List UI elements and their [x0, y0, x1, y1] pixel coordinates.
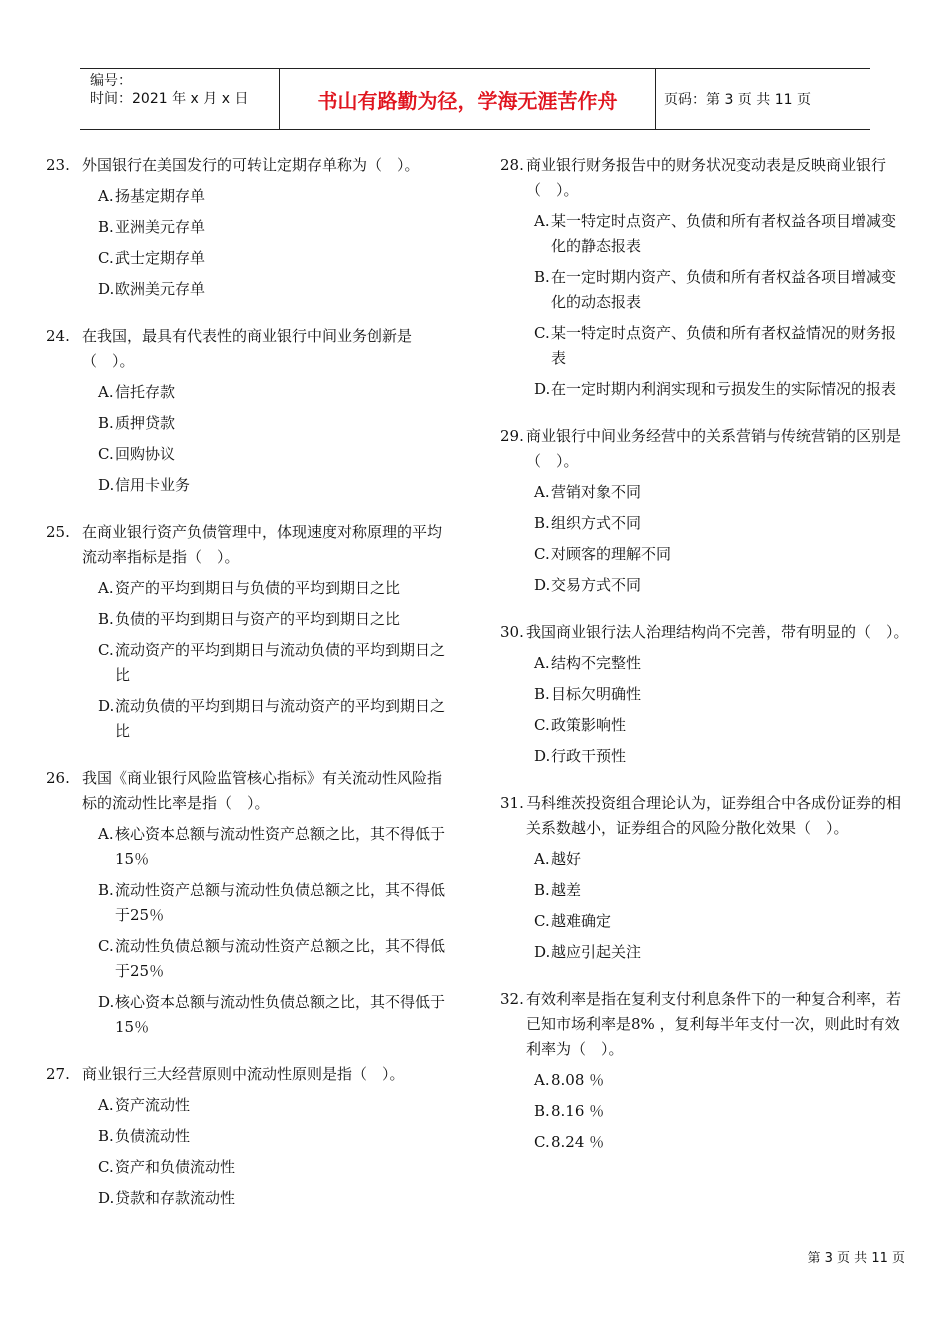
option-item [98, 473, 456, 498]
option-text: 回购协议 [115, 445, 176, 463]
option-letter: C. [98, 1158, 114, 1176]
option-text: 行政干预性 [551, 747, 627, 765]
header-meta [80, 69, 280, 129]
question-text: 我国《商业银行风险监管核心指标》有关流动性风险指标的流动性比率是指（ ）。 [82, 769, 443, 812]
option-item [534, 1068, 910, 1093]
option-letter: B. [534, 881, 550, 899]
option-list [98, 822, 456, 1040]
question-number: 28. [500, 156, 524, 174]
question-31 [500, 791, 910, 965]
option-text: 负债的平均到期日与资产的平均到期日之比 [115, 610, 401, 628]
option-item [534, 480, 910, 505]
option-letter: B. [98, 1127, 114, 1145]
question-number: 27. [46, 1065, 70, 1083]
question-30 [500, 620, 910, 769]
option-item [98, 822, 456, 872]
question-text: 在我国，最具有代表性的商业银行中间业务创新是（ ）。 [82, 327, 413, 370]
option-letter: C. [534, 912, 550, 930]
question-number: 32. [500, 990, 524, 1008]
question-number: 23. [46, 156, 70, 174]
option-text: 信托存款 [115, 383, 176, 401]
page-header [80, 68, 870, 130]
option-text: 越差 [551, 881, 582, 899]
question-stem [500, 987, 910, 1062]
option-letter: D. [534, 943, 551, 961]
question-text: 在商业银行资产负债管理中，体现速度对称原理的平均流动率指标是指（ ）。 [82, 523, 443, 566]
option-letter: D. [98, 993, 115, 1011]
option-text: 核心资本总额与流动性资产总额之比，其不得低于15％ [115, 825, 446, 868]
question-text: 商业银行三大经营原则中流动性原则是指（ ）。 [82, 1065, 405, 1083]
option-letter: B. [98, 610, 114, 628]
option-letter: C. [534, 716, 550, 734]
option-text: 越难确定 [551, 912, 612, 930]
option-item [534, 713, 910, 738]
option-text: 质押贷款 [115, 414, 176, 432]
option-item [534, 321, 910, 371]
question-text: 有效利率是指在复利支付利息条件下的一种复合利率，若已知市场利率是8% ，复利每半年支付一次，则此时有效利率为（ ）。 [526, 990, 902, 1058]
option-text: 某一特定时点资产、负债和所有者权益各项目增减变化的静态报表 [551, 212, 897, 255]
option-letter: C. [98, 249, 114, 267]
question-stem [46, 766, 456, 816]
option-text: 资产和负债流动性 [115, 1158, 236, 1176]
option-letter: C. [98, 445, 114, 463]
option-letter: A. [98, 1096, 114, 1114]
question-27 [46, 1062, 456, 1211]
option-letter: A. [534, 850, 550, 868]
option-letter: B. [534, 685, 550, 703]
option-letter: D. [98, 476, 115, 494]
option-item [98, 184, 456, 209]
option-text: 越应引起关注 [551, 943, 642, 961]
option-text: 某一特定时点资产、负债和所有者权益情况的财务报表 [551, 324, 897, 367]
question-number: 24. [46, 327, 70, 345]
option-letter: D. [534, 747, 551, 765]
option-list [98, 576, 456, 744]
option-item [534, 511, 910, 536]
left-column [46, 153, 456, 1233]
option-text: 对顾客的理解不同 [551, 545, 672, 563]
option-item [98, 442, 456, 467]
option-letter: C. [534, 324, 550, 342]
question-stem [500, 424, 910, 474]
option-text: 贷款和存款流动性 [115, 1189, 236, 1207]
option-item [534, 377, 910, 402]
option-letter: B. [534, 268, 550, 286]
question-23 [46, 153, 456, 302]
option-item [534, 878, 910, 903]
option-text: 核心资本总额与流动性负债总额之比，其不得低于15％ [115, 993, 446, 1036]
question-number: 31. [500, 794, 524, 812]
question-text: 商业银行中间业务经营中的关系营销与传统营销的区别是（ ）。 [526, 427, 902, 470]
question-stem [46, 520, 456, 570]
option-text: 目标欠明确性 [551, 685, 642, 703]
option-letter: A. [534, 1071, 550, 1089]
question-29 [500, 424, 910, 598]
option-text: 8.16 ％ [551, 1102, 605, 1120]
right-column [500, 153, 910, 1177]
option-item [98, 1186, 456, 1211]
option-letter: D. [98, 280, 115, 298]
question-stem [500, 153, 910, 203]
option-text: 资产的平均到期日与负债的平均到期日之比 [115, 579, 401, 597]
question-number: 29. [500, 427, 524, 445]
option-text: 负债流动性 [115, 1127, 191, 1145]
option-letter: A. [98, 825, 114, 843]
option-item [98, 380, 456, 405]
option-letter: B. [534, 1102, 550, 1120]
question-stem [500, 791, 910, 841]
option-text: 8.24 ％ [551, 1133, 605, 1151]
option-item [534, 573, 910, 598]
option-item [534, 682, 910, 707]
option-item [98, 576, 456, 601]
option-letter: B. [98, 881, 114, 899]
question-28 [500, 153, 910, 402]
option-list [98, 380, 456, 498]
option-text: 亚洲美元存单 [115, 218, 206, 236]
option-item [98, 1124, 456, 1149]
question-26 [46, 766, 456, 1040]
option-list [534, 209, 910, 402]
question-text: 马科维茨投资组合理论认为，证券组合中各成份证券的相关系数越小，证券组合的风险分散化效果（ ）。 [526, 794, 902, 837]
question-25 [46, 520, 456, 744]
question-stem [46, 153, 456, 178]
option-letter: D. [98, 697, 115, 715]
option-item [534, 847, 910, 872]
option-letter: A. [534, 654, 550, 672]
option-letter: A. [534, 212, 550, 230]
option-list [534, 847, 910, 965]
question-text: 我国商业银行法人治理结构尚不完善，带有明显的（ ）。 [526, 623, 909, 641]
option-text: 流动性负债总额与流动性资产总额之比，其不得低于25％ [115, 937, 446, 980]
option-item [534, 542, 910, 567]
question-stem [500, 620, 910, 645]
option-item [98, 990, 456, 1040]
option-item [98, 878, 456, 928]
option-letter: C. [98, 937, 114, 955]
option-text: 信用卡业务 [115, 476, 191, 494]
option-text: 交易方式不同 [551, 576, 642, 594]
question-number: 26. [46, 769, 70, 787]
option-text: 扬基定期存单 [115, 187, 206, 205]
option-item [534, 209, 910, 259]
number-label: 编号： [90, 73, 132, 89]
option-item [534, 744, 910, 769]
option-letter: D. [534, 576, 551, 594]
option-text: 营销对象不同 [551, 483, 642, 501]
option-letter: D. [534, 380, 551, 398]
page-footer: 第 3 页 共 11 页 [807, 1251, 905, 1266]
option-item [98, 277, 456, 302]
option-item [534, 940, 910, 965]
option-item [534, 651, 910, 676]
header-page-label: 页码：第 3 页 共 11 页 [664, 92, 811, 108]
option-text: 流动负债的平均到期日与流动资产的平均到期日之比 [115, 697, 446, 740]
option-item [98, 246, 456, 271]
option-letter: D. [98, 1189, 115, 1207]
question-32 [500, 987, 910, 1155]
option-item [98, 1155, 456, 1180]
option-letter: A. [98, 187, 114, 205]
option-text: 结构不完整性 [551, 654, 642, 672]
option-item [98, 411, 456, 436]
question-number: 30. [500, 623, 524, 641]
date-label: 时间：2021 年 x 月 x 日 [90, 91, 249, 107]
option-item [534, 1099, 910, 1124]
option-list [534, 480, 910, 598]
option-text: 政策影响性 [551, 716, 627, 734]
option-list [98, 1093, 456, 1211]
option-item [98, 607, 456, 632]
option-text: 在一定时期内资产、负债和所有者权益各项目增减变化的动态报表 [551, 268, 897, 311]
option-letter: C. [534, 545, 550, 563]
question-24 [46, 324, 456, 498]
option-item [534, 265, 910, 315]
option-letter: C. [534, 1133, 550, 1151]
option-letter: A. [98, 579, 114, 597]
option-letter: A. [534, 483, 550, 501]
option-list [534, 1068, 910, 1155]
option-item [98, 215, 456, 240]
question-text: 商业银行财务报告中的财务状况变动表是反映商业银行（ ）。 [526, 156, 887, 199]
option-text: 武士定期存单 [115, 249, 206, 267]
option-item [98, 638, 456, 688]
option-text: 欧洲美元存单 [115, 280, 206, 298]
option-text: 流动性资产总额与流动性负债总额之比，其不得低于25％ [115, 881, 446, 924]
option-text: 组织方式不同 [551, 514, 642, 532]
option-item [534, 909, 910, 934]
option-item [534, 1130, 910, 1155]
header-motto: 书山有路勤为径，学海无涯苦作舟 [280, 69, 656, 129]
option-item [98, 1093, 456, 1118]
option-text: 在一定时期内利润实现和亏损发生的实际情况的报表 [551, 380, 897, 398]
question-number: 25. [46, 523, 70, 541]
option-letter: B. [98, 414, 114, 432]
option-text: 流动资产的平均到期日与流动负债的平均到期日之比 [115, 641, 446, 684]
option-item [98, 694, 456, 744]
question-stem [46, 1062, 456, 1087]
option-list [98, 184, 456, 302]
option-text: 资产流动性 [115, 1096, 191, 1114]
question-text: 外国银行在美国发行的可转让定期存单称为（ ）。 [82, 156, 420, 174]
option-letter: B. [98, 218, 114, 236]
option-letter: C. [98, 641, 114, 659]
option-text: 8.08 ％ [551, 1071, 605, 1089]
option-letter: B. [534, 514, 550, 532]
option-list [534, 651, 910, 769]
option-text: 越好 [551, 850, 582, 868]
option-item [98, 934, 456, 984]
option-letter: A. [98, 383, 114, 401]
question-stem [46, 324, 456, 374]
